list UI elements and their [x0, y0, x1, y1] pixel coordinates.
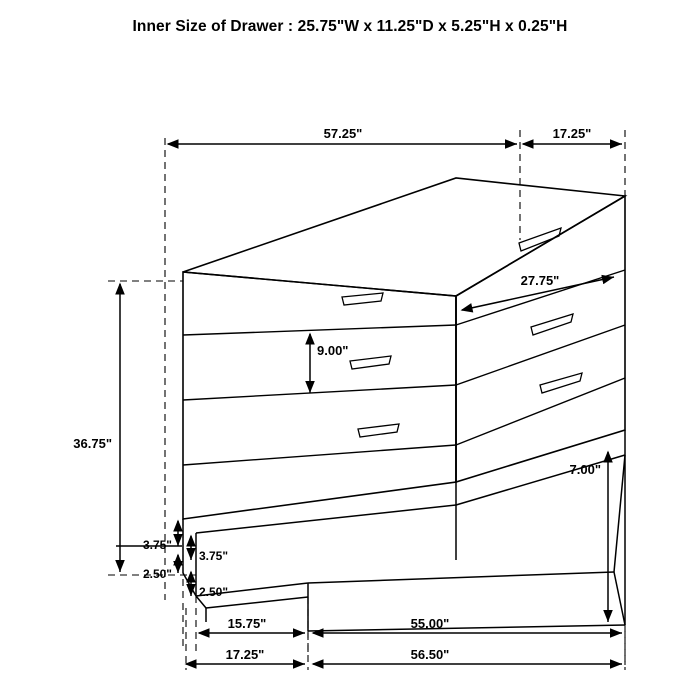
dim-base-offset-inner-a-label: 3.75" [199, 549, 229, 563]
dim-base-offset-left-a-label: 3.75" [142, 538, 172, 552]
dim-top-width-label: 57.25" [323, 126, 363, 141]
dim-leg-clearance-label: 7.00" [569, 462, 601, 477]
dim-bottom-right-span-label: 55.00" [410, 616, 450, 631]
dim-base-offset-left-b-label: 2.50" [142, 567, 172, 581]
dim-drawer-height-label: 9.00" [317, 343, 349, 358]
dim-bottom-outer-right-label: 56.50" [410, 647, 450, 662]
dim-bottom-left-span-label: 15.75" [227, 616, 267, 631]
page-title: Inner Size of Drawer : 25.75"W x 11.25"D x 5.25"H x 0.25"H [132, 18, 568, 35]
extension-lines [108, 130, 625, 665]
dim-total-height-label: 36.75" [73, 436, 112, 451]
dim-base-offset-inner-b-label: 2.50" [199, 585, 229, 599]
dim-bottom-outer-left-label: 17.25" [225, 647, 265, 662]
drawer-handle [342, 293, 399, 437]
drawer-divisions-right [456, 270, 625, 445]
dim-top-depth-label: 17.25" [552, 126, 592, 141]
dim-drawer-width-label: 27.75" [520, 273, 560, 288]
